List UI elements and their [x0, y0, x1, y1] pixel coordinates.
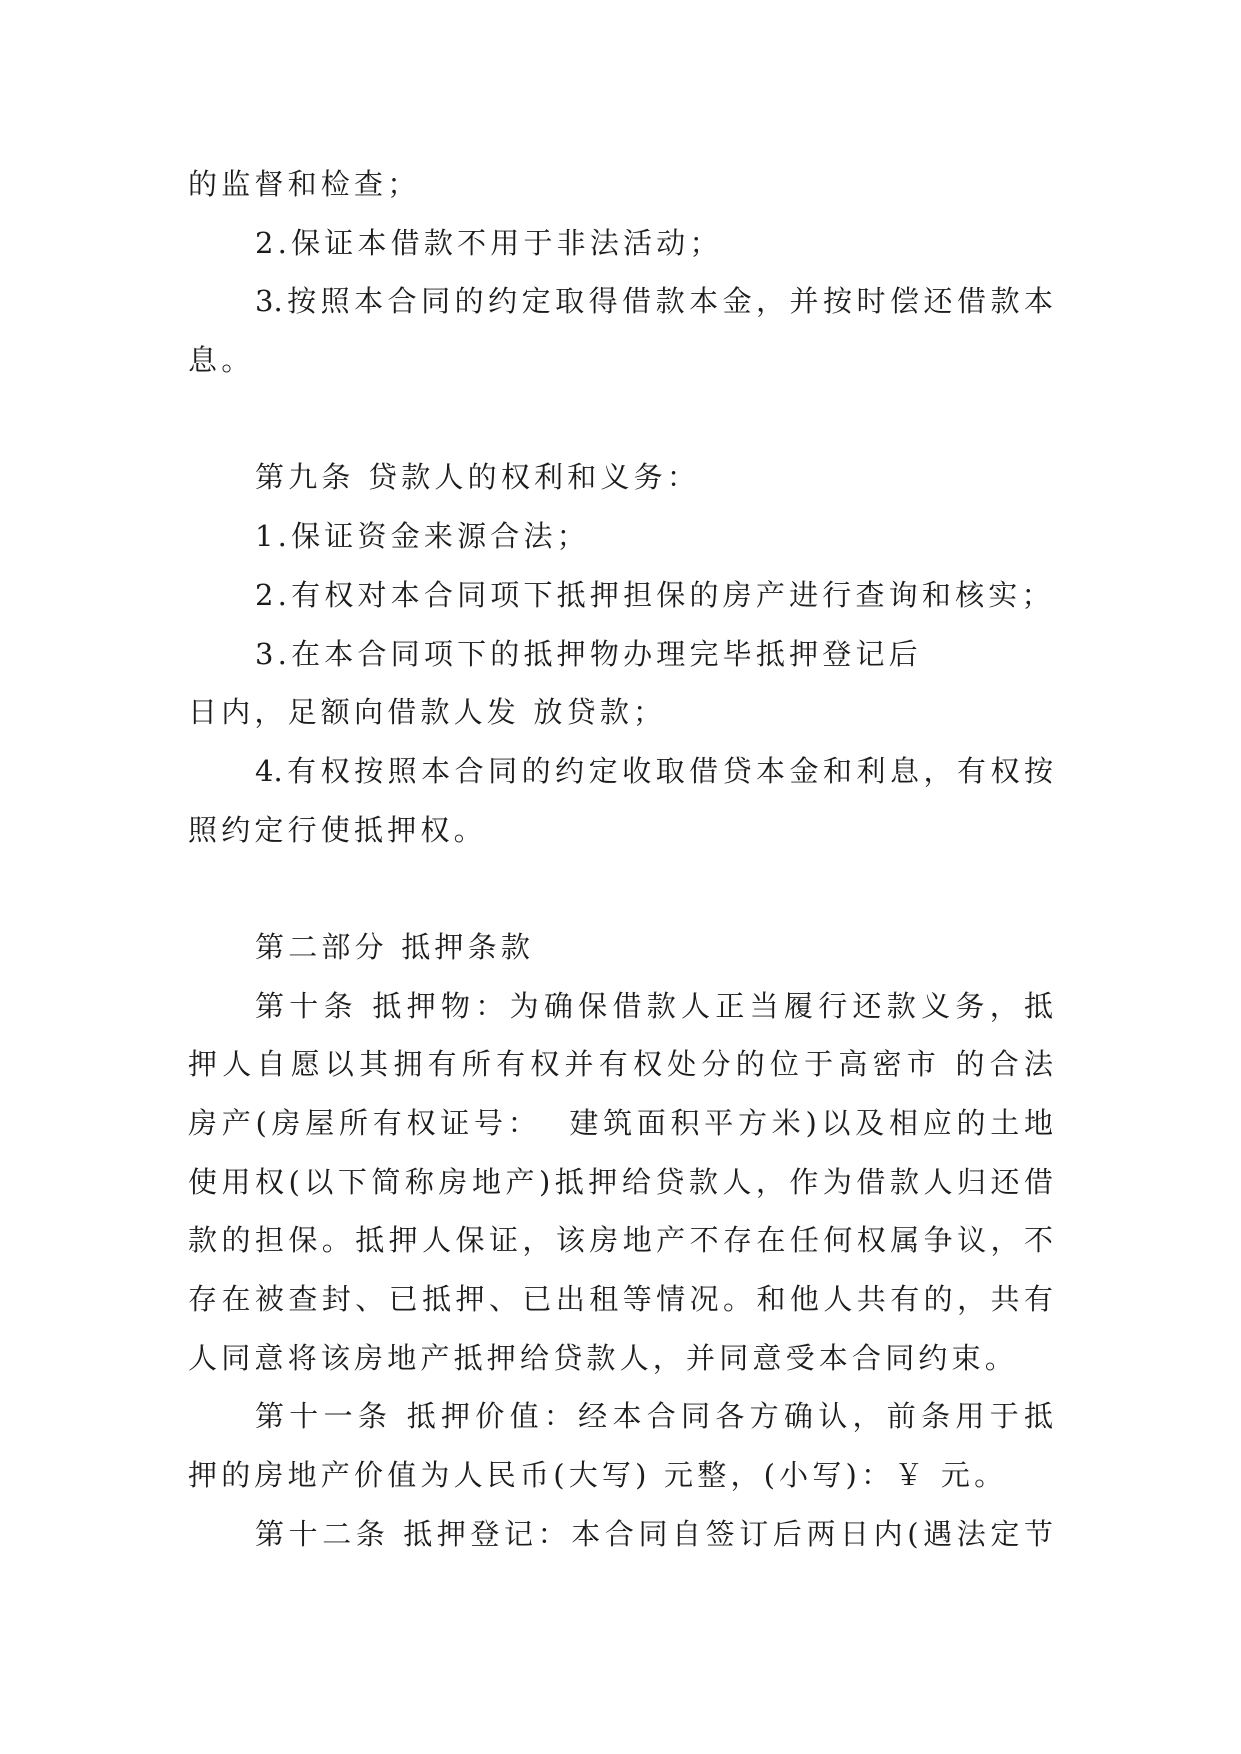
text-line: 息。 [188, 343, 255, 378]
text-line: 3.在本合同项下的抵押物办理完毕抵押登记后 [255, 636, 922, 671]
borrower-duty-item-2 [188, 214, 1053, 273]
article-12-paragraph [188, 1505, 1053, 1564]
lender-duty-item-1 [188, 507, 1053, 566]
lender-duty-item-2 [188, 566, 1053, 625]
article-11-paragraph [188, 1387, 1053, 1504]
text-line: 第二部分 抵押条款 [255, 929, 535, 964]
text-line: 的监督和检查； [188, 167, 421, 201]
text-line: 押的房地产价值为人民币(大写) 元整，(小写)：￥ 元。 [188, 1458, 1008, 1493]
text-line: 4.有权按照本合同的约定收取借贷本金和利息，有权按 [255, 753, 1053, 788]
text-line: 2.保证本借款不用于非法活动； [255, 225, 723, 260]
text-line: 第十一条 抵押价值：经本合同各方确认，前条用于抵 [255, 1399, 1053, 1434]
text-line: 款的担保。抵押人保证，该房地产不存在任何权属争议，不 [188, 1223, 1053, 1258]
text-line: 存在被查封、已抵押、已出租等情况。和他人共有的，共有 [188, 1282, 1053, 1317]
text-line: 2.有权对本合同项下抵押担保的房产进行查询和核实； [255, 577, 1055, 612]
article-10-paragraph [188, 977, 1053, 1388]
text-line: 3.按照本合同的约定取得借款本金，并按时偿还借款本 [255, 284, 1053, 319]
lender-duty-item-4 [188, 742, 1053, 859]
text-line: 使用权(以下简称房地产)抵押给贷款人，作为借款人归还借 [188, 1164, 1053, 1199]
text-line: 第十二条 抵押登记：本合同自签订后两日内(遇法定节 [255, 1516, 1053, 1551]
text-line: 房产(房屋所有权证号： 建筑面积平方米)以及相应的土地 [188, 1106, 1053, 1140]
text-line: 1.保证资金来源合法； [255, 519, 590, 554]
text-line: 人同意将该房地产抵押给贷款人，并同意受本合同约束。 [188, 1340, 1019, 1375]
part-2-heading [188, 918, 1053, 977]
lender-duty-item-3 [188, 625, 1053, 742]
text-line: 押人自愿以其拥有所有权并有权处分的位于高密市 的合法 [188, 1047, 1053, 1082]
document-body [188, 155, 1053, 1564]
blank-line [188, 390, 1053, 449]
text-line: 日内，足额向借款人发 放贷款； [188, 695, 667, 730]
text-line: 第九条 贷款人的权利和义务： [255, 460, 701, 495]
blank-line [188, 859, 1053, 918]
continued-paragraph [188, 155, 1053, 214]
text-line: 第十条 抵押物：为确保借款人正当履行还款义务，抵 [255, 988, 1053, 1023]
article-9-heading [188, 448, 1053, 507]
text-line: 照约定行使抵押权。 [188, 812, 487, 847]
borrower-duty-item-3 [188, 272, 1053, 389]
